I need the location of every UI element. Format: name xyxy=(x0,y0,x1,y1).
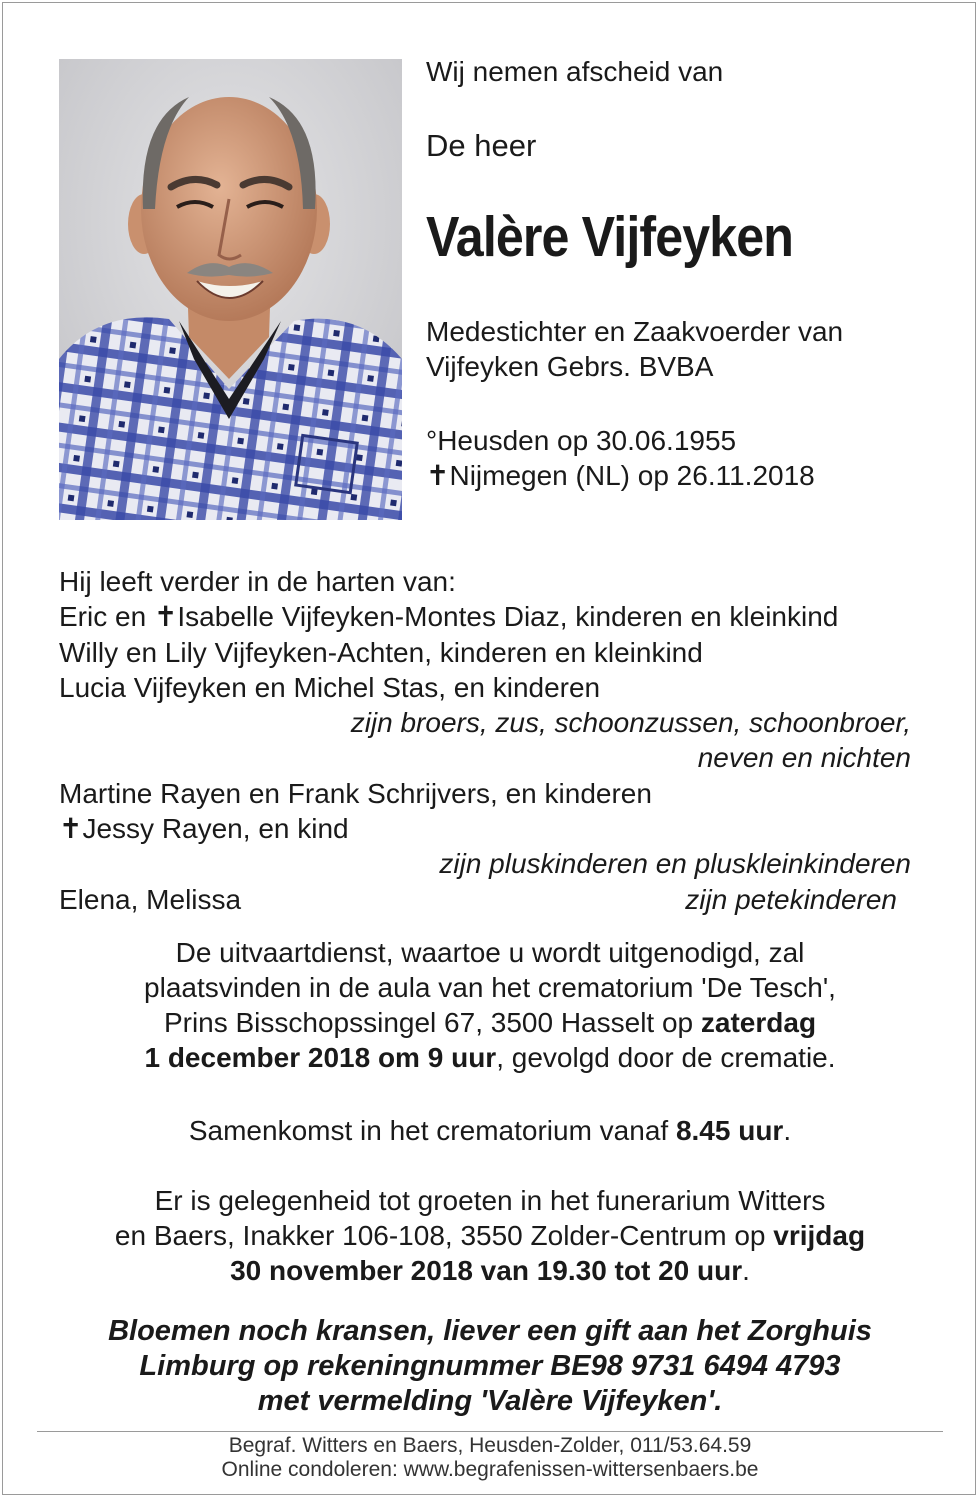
footer-divider xyxy=(37,1431,943,1432)
birth-date: °Heusden op 30.06.1955 xyxy=(426,425,737,456)
service-datetime: 1 december 2018 om 9 uur xyxy=(144,1042,497,1073)
gathering-time: 8.45 uur xyxy=(675,1115,784,1146)
relation-label: zijn broers, zus, schoonzussen, schoonbroer, xyxy=(350,707,911,739)
family-line: Lucia Vijfeyken en Michel Stas, en kinderen xyxy=(59,671,601,703)
online-condolence-link[interactable]: Online condoleren: www.begrafenissen-wittersenbaers.be xyxy=(221,1458,759,1481)
family-line-part: Jessy Rayen, en kind xyxy=(82,813,349,845)
visitation-line: Er is gelegenheid tot groeten in het funerarium Witters xyxy=(154,1185,826,1216)
family-line: Martine Rayen en Frank Schrijvers, en kinderen xyxy=(59,777,652,809)
role-line: Vijfeyken Gebrs. BVBA xyxy=(426,351,714,382)
service-line xyxy=(40,1005,940,1040)
service-text: , gevolgd door de crematie. xyxy=(496,1042,836,1073)
cross-icon: ✝ xyxy=(153,601,178,633)
portrait-photo xyxy=(59,59,402,520)
role-line: Medestichter en Zaakvoerder van xyxy=(426,316,844,347)
gathering-info xyxy=(40,1113,940,1148)
service-line: plaatsvinden in de aula van het crematorium 'De Tesch', xyxy=(144,972,836,1003)
cross-icon: ✝ xyxy=(426,460,450,491)
family-line-part: Isabelle Vijfeyken-Montes Diaz, kinderen en kleinkind xyxy=(177,601,839,633)
cross-icon: ✝ xyxy=(59,813,83,845)
service-line xyxy=(40,1040,940,1075)
gathering-line xyxy=(40,1113,940,1148)
death-date xyxy=(426,458,815,493)
intro-text: Wij nemen afscheid van xyxy=(426,56,724,87)
service-info xyxy=(40,935,940,1075)
relation-label: neven en nichten xyxy=(697,742,911,774)
footer xyxy=(40,1434,940,1482)
visitation-text: en Baers, Inakker 106-108, 3550 Zolder-Centrum op xyxy=(114,1220,774,1251)
family-heading: Hij leeft verder in de harten van: xyxy=(59,566,456,597)
service-day: zaterdag xyxy=(700,1007,817,1038)
visitation-line xyxy=(40,1253,940,1288)
visitation-day: vrijdag xyxy=(773,1220,866,1251)
death-date-text: Nijmegen (NL) op 26.11.2018 xyxy=(449,460,815,491)
flowers-line: Bloemen noch kransen, liever een gift aan het Zorghuis xyxy=(108,1315,872,1347)
flowers-notice xyxy=(40,1314,940,1419)
relation-label: zijn pluskinderen en pluskleinkinderen xyxy=(439,848,911,880)
life-dates xyxy=(426,423,815,493)
family-line: Willy en Lily Vijfeyken-Achten, kinderen en kleinkind xyxy=(59,636,703,668)
service-text: Prins Bisschopssingel 67, 3500 Hasselt op xyxy=(163,1007,701,1038)
salutation: De heer xyxy=(426,128,537,163)
gathering-text: Samenkomst in het crematorium vanaf xyxy=(188,1115,676,1146)
flowers-line: met vermelding 'Valère Vijfeyken'. xyxy=(257,1385,723,1417)
service-line: De uitvaartdienst, waartoe u wordt uitgenodigd, zal xyxy=(175,937,805,968)
visitation-text: . xyxy=(742,1255,750,1286)
family-row xyxy=(59,882,911,917)
family-line xyxy=(59,811,911,846)
funeral-home-contact: Begraf. Witters en Baers, Heusden-Zolder, 011/53.64.59 xyxy=(228,1434,752,1457)
visitation-line xyxy=(40,1218,940,1253)
visitation-datetime: 30 november 2018 van 19.30 tot 20 uur xyxy=(230,1255,743,1286)
deceased-name: Valère Vijfeyken xyxy=(426,205,794,269)
gathering-text: . xyxy=(783,1115,792,1146)
family-line xyxy=(59,599,911,634)
visitation-info xyxy=(40,1183,940,1288)
family-list xyxy=(59,564,911,917)
role-block xyxy=(426,314,843,384)
family-line-part: Eric en xyxy=(59,601,154,633)
flowers-line: Limburg op rekeningnummer BE98 9731 6494 4793 xyxy=(139,1350,841,1382)
family-line: Elena, Melissa xyxy=(59,883,242,915)
relation-label: zijn petekinderen xyxy=(685,883,897,915)
